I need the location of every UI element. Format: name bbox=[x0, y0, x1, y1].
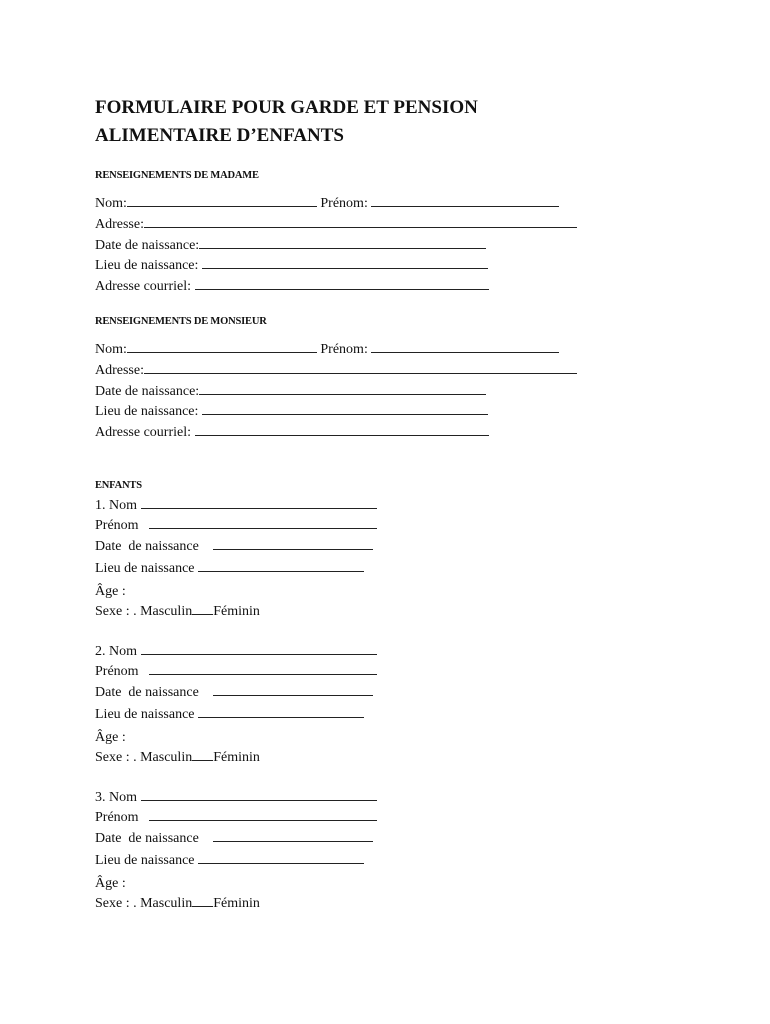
child-sexe-row bbox=[95, 894, 715, 915]
monsieur-date-label: Date de naissance: bbox=[95, 383, 200, 399]
child-lieu-row bbox=[95, 705, 715, 726]
madame-lieu-field[interactable] bbox=[202, 256, 488, 269]
child-date-row bbox=[95, 829, 715, 850]
child-sexe-label: Sexe : . Masculin bbox=[95, 604, 193, 620]
madame-nom-label: Nom: bbox=[95, 196, 127, 211]
child-nom-label: 1. Nom bbox=[95, 497, 137, 513]
madame-date-row bbox=[95, 236, 715, 257]
monsieur-date-field[interactable] bbox=[199, 382, 486, 395]
child-prenom-field[interactable] bbox=[149, 808, 377, 821]
madame-nom-row bbox=[95, 194, 715, 215]
section-heading-madame: RENSEIGNEMENTS DE MADAME bbox=[95, 170, 259, 181]
child-block bbox=[95, 642, 715, 769]
child-age-row bbox=[95, 582, 715, 603]
section-madame bbox=[95, 170, 715, 298]
section-enfants bbox=[95, 480, 715, 915]
child-nom-row bbox=[95, 642, 715, 663]
child-sexe-row bbox=[95, 748, 715, 769]
child-lieu-field[interactable] bbox=[198, 851, 364, 864]
child-feminin-label: Féminin bbox=[213, 604, 260, 620]
section-heading-enfants: ENFANTS bbox=[95, 479, 142, 491]
monsieur-prenom-field[interactable] bbox=[371, 340, 559, 353]
monsieur-adresse-row bbox=[95, 361, 715, 382]
madame-courriel-field[interactable] bbox=[195, 277, 489, 290]
madame-adresse-label: Adresse: bbox=[95, 216, 144, 232]
madame-adresse-field[interactable] bbox=[144, 215, 577, 228]
child-sexe-field[interactable] bbox=[192, 894, 213, 907]
madame-courriel-label: Adresse courriel: bbox=[95, 279, 192, 295]
child-date-field[interactable] bbox=[213, 829, 373, 842]
child-date-label: Date de naissance bbox=[95, 830, 199, 846]
child-date-label: Date de naissance bbox=[95, 684, 199, 700]
child-prenom-row bbox=[95, 808, 715, 829]
child-sexe-label: Sexe : . Masculin bbox=[95, 896, 193, 912]
child-prenom-row bbox=[95, 662, 715, 683]
child-sexe-field[interactable] bbox=[192, 748, 213, 761]
child-age-label: Âge : bbox=[95, 875, 126, 891]
child-nom-row bbox=[95, 496, 715, 517]
child-date-row bbox=[95, 537, 715, 558]
madame-date-field[interactable] bbox=[199, 236, 486, 249]
child-prenom-label: Prénom bbox=[95, 810, 139, 826]
child-sexe-row bbox=[95, 602, 715, 623]
child-sexe-label: Sexe : . Masculin bbox=[95, 750, 193, 766]
madame-lieu-label: Lieu de naissance: bbox=[95, 258, 199, 274]
madame-adresse-row bbox=[95, 215, 715, 236]
madame-nom-field[interactable] bbox=[127, 194, 317, 207]
madame-courriel-row bbox=[95, 277, 715, 298]
child-lieu-label: Lieu de naissance bbox=[95, 561, 195, 577]
child-nom-field[interactable] bbox=[141, 642, 377, 655]
child-prenom-row bbox=[95, 516, 715, 537]
child-lieu-label: Lieu de naissance bbox=[95, 853, 195, 869]
monsieur-courriel-row bbox=[95, 423, 715, 444]
monsieur-adresse-field[interactable] bbox=[144, 361, 577, 374]
form-page bbox=[95, 94, 715, 915]
child-date-field[interactable] bbox=[213, 683, 373, 696]
child-date-row bbox=[95, 683, 715, 704]
child-lieu-field[interactable] bbox=[198, 705, 364, 718]
madame-lieu-row bbox=[95, 256, 715, 277]
child-age-row bbox=[95, 728, 715, 749]
child-age-label: Âge : bbox=[95, 583, 126, 599]
child-prenom-label: Prénom bbox=[95, 518, 139, 534]
child-date-label: Date de naissance bbox=[95, 538, 199, 554]
child-feminin-label: Féminin bbox=[213, 750, 260, 766]
child-lieu-row bbox=[95, 559, 715, 580]
monsieur-courriel-label: Adresse courriel: bbox=[95, 425, 192, 441]
child-nom-label: 3. Nom bbox=[95, 789, 137, 805]
child-block bbox=[95, 788, 715, 915]
monsieur-lieu-row bbox=[95, 402, 715, 423]
madame-prenom-label: Prénom: bbox=[320, 196, 368, 211]
child-feminin-label: Féminin bbox=[213, 896, 260, 912]
child-nom-label: 2. Nom bbox=[95, 643, 137, 659]
child-nom-field[interactable] bbox=[141, 788, 377, 801]
child-block bbox=[95, 496, 715, 623]
child-lieu-label: Lieu de naissance bbox=[95, 707, 195, 723]
child-nom-field[interactable] bbox=[141, 496, 377, 509]
child-age-label: Âge : bbox=[95, 729, 126, 745]
monsieur-nom-field[interactable] bbox=[127, 340, 317, 353]
child-prenom-field[interactable] bbox=[149, 516, 377, 529]
madame-date-label: Date de naissance: bbox=[95, 237, 200, 253]
child-prenom-field[interactable] bbox=[149, 662, 377, 675]
child-sexe-field[interactable] bbox=[192, 602, 213, 615]
monsieur-date-row bbox=[95, 382, 715, 403]
monsieur-lieu-field[interactable] bbox=[202, 402, 488, 415]
monsieur-courriel-field[interactable] bbox=[195, 423, 489, 436]
monsieur-nom-label: Nom: bbox=[95, 341, 127, 357]
child-date-field[interactable] bbox=[213, 537, 373, 550]
section-heading-monsieur: RENSEIGNEMENTS DE MONSIEUR bbox=[95, 315, 267, 327]
monsieur-nom-row bbox=[95, 340, 715, 361]
form-title bbox=[95, 94, 715, 150]
title-line-1: FORMULAIRE POUR GARDE ET PENSION bbox=[95, 97, 478, 118]
child-lieu-field[interactable] bbox=[198, 559, 364, 572]
section-monsieur bbox=[95, 316, 715, 444]
madame-prenom-field[interactable] bbox=[371, 194, 559, 207]
monsieur-lieu-label: Lieu de naissance: bbox=[95, 404, 199, 420]
monsieur-prenom-label: Prénom: bbox=[320, 341, 368, 357]
child-prenom-label: Prénom bbox=[95, 664, 139, 680]
monsieur-adresse-label: Adresse: bbox=[95, 362, 144, 378]
child-nom-row bbox=[95, 788, 715, 809]
title-line-2: ALIMENTAIRE D’ENFANTS bbox=[95, 125, 344, 146]
child-lieu-row bbox=[95, 851, 715, 872]
child-age-row bbox=[95, 874, 715, 895]
